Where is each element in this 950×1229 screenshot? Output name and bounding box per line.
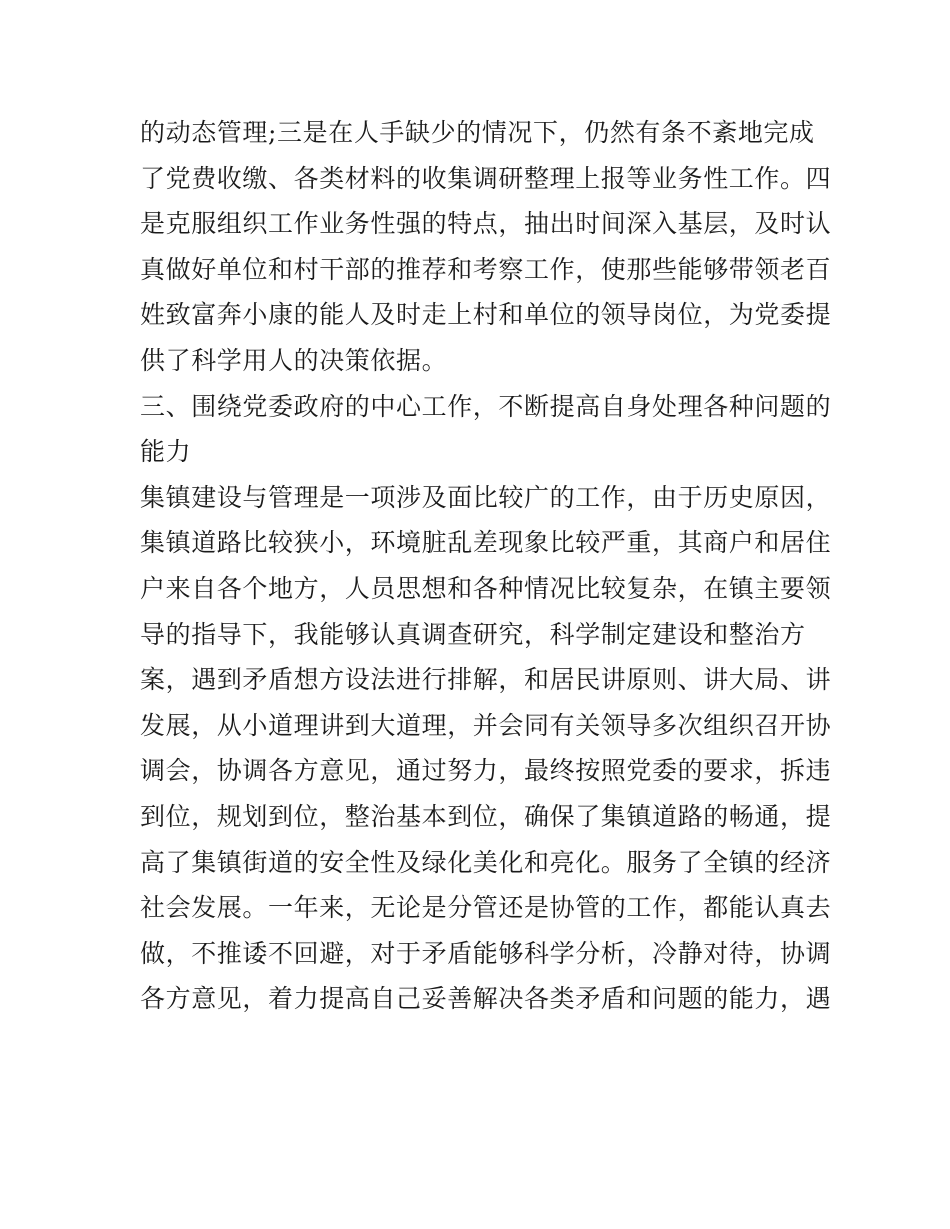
text-line: 各方意见，着力提高自己妥善解决各类矛盾和问题的能力，遇 bbox=[140, 984, 832, 1014]
text-line: 做，不推诿不回避，对于矛盾能够科学分析，冷静对待，协调 bbox=[140, 938, 832, 968]
text-line: 调会，协调各方意见，通过努力，最终按照党委的要求，拆违 bbox=[140, 756, 832, 786]
text-line: 社会发展。一年来，无论是分管还是协管的工作，都能认真去 bbox=[140, 893, 832, 923]
text-line: 的动态管理;三是在人手缺少的情况下，仍然有条不紊地完成 bbox=[140, 118, 815, 147]
text-line: 发展，从小道理讲到大道理，并会同有关领导多次组织召开协 bbox=[140, 710, 832, 740]
text-line: 真做好单位和村干部的推荐和考察工作，使那些能够带领老百 bbox=[140, 254, 832, 284]
text-line: 集镇建设与管理是一项涉及面比较广的工作，由于历史原因， bbox=[140, 482, 832, 512]
text-line: 了党费收缴、各类材料的收集调研整理上报等业务性工作。四 bbox=[140, 163, 832, 193]
text-line: 是克服组织工作业务性强的特点，抽出时间深入基层，及时认 bbox=[140, 209, 832, 239]
text-line: 到位，规划到位，整治基本到位，确保了集镇道路的畅通，提 bbox=[140, 801, 832, 831]
text-line: 导的指导下，我能够认真调查研究，科学制定建设和整治方 bbox=[140, 619, 806, 649]
text-line: 供了科学用人的决策依据。 bbox=[140, 345, 448, 375]
text-line: 案，遇到矛盾想方设法进行排解，和居民讲原则、讲大局、讲 bbox=[140, 665, 832, 695]
document-body bbox=[140, 110, 832, 1022]
text-line: 姓致富奔小康的能人及时走上村和单位的领导岗位，为党委提 bbox=[140, 300, 832, 330]
text-line: 高了集镇街道的安全性及绿化美化和亮化。服务了全镇的经济 bbox=[140, 847, 832, 877]
section-heading-line: 能力 bbox=[140, 437, 192, 467]
text-line: 集镇道路比较狭小，环境脏乱差现象比较严重，其商户和居住 bbox=[140, 528, 832, 558]
section-heading-line: 三、围绕党委政府的中心工作，不断提高自身处理各种问题的 bbox=[140, 391, 832, 421]
text-line: 户来自各个地方，人员思想和各种情况比较复杂，在镇主要领 bbox=[140, 573, 832, 603]
